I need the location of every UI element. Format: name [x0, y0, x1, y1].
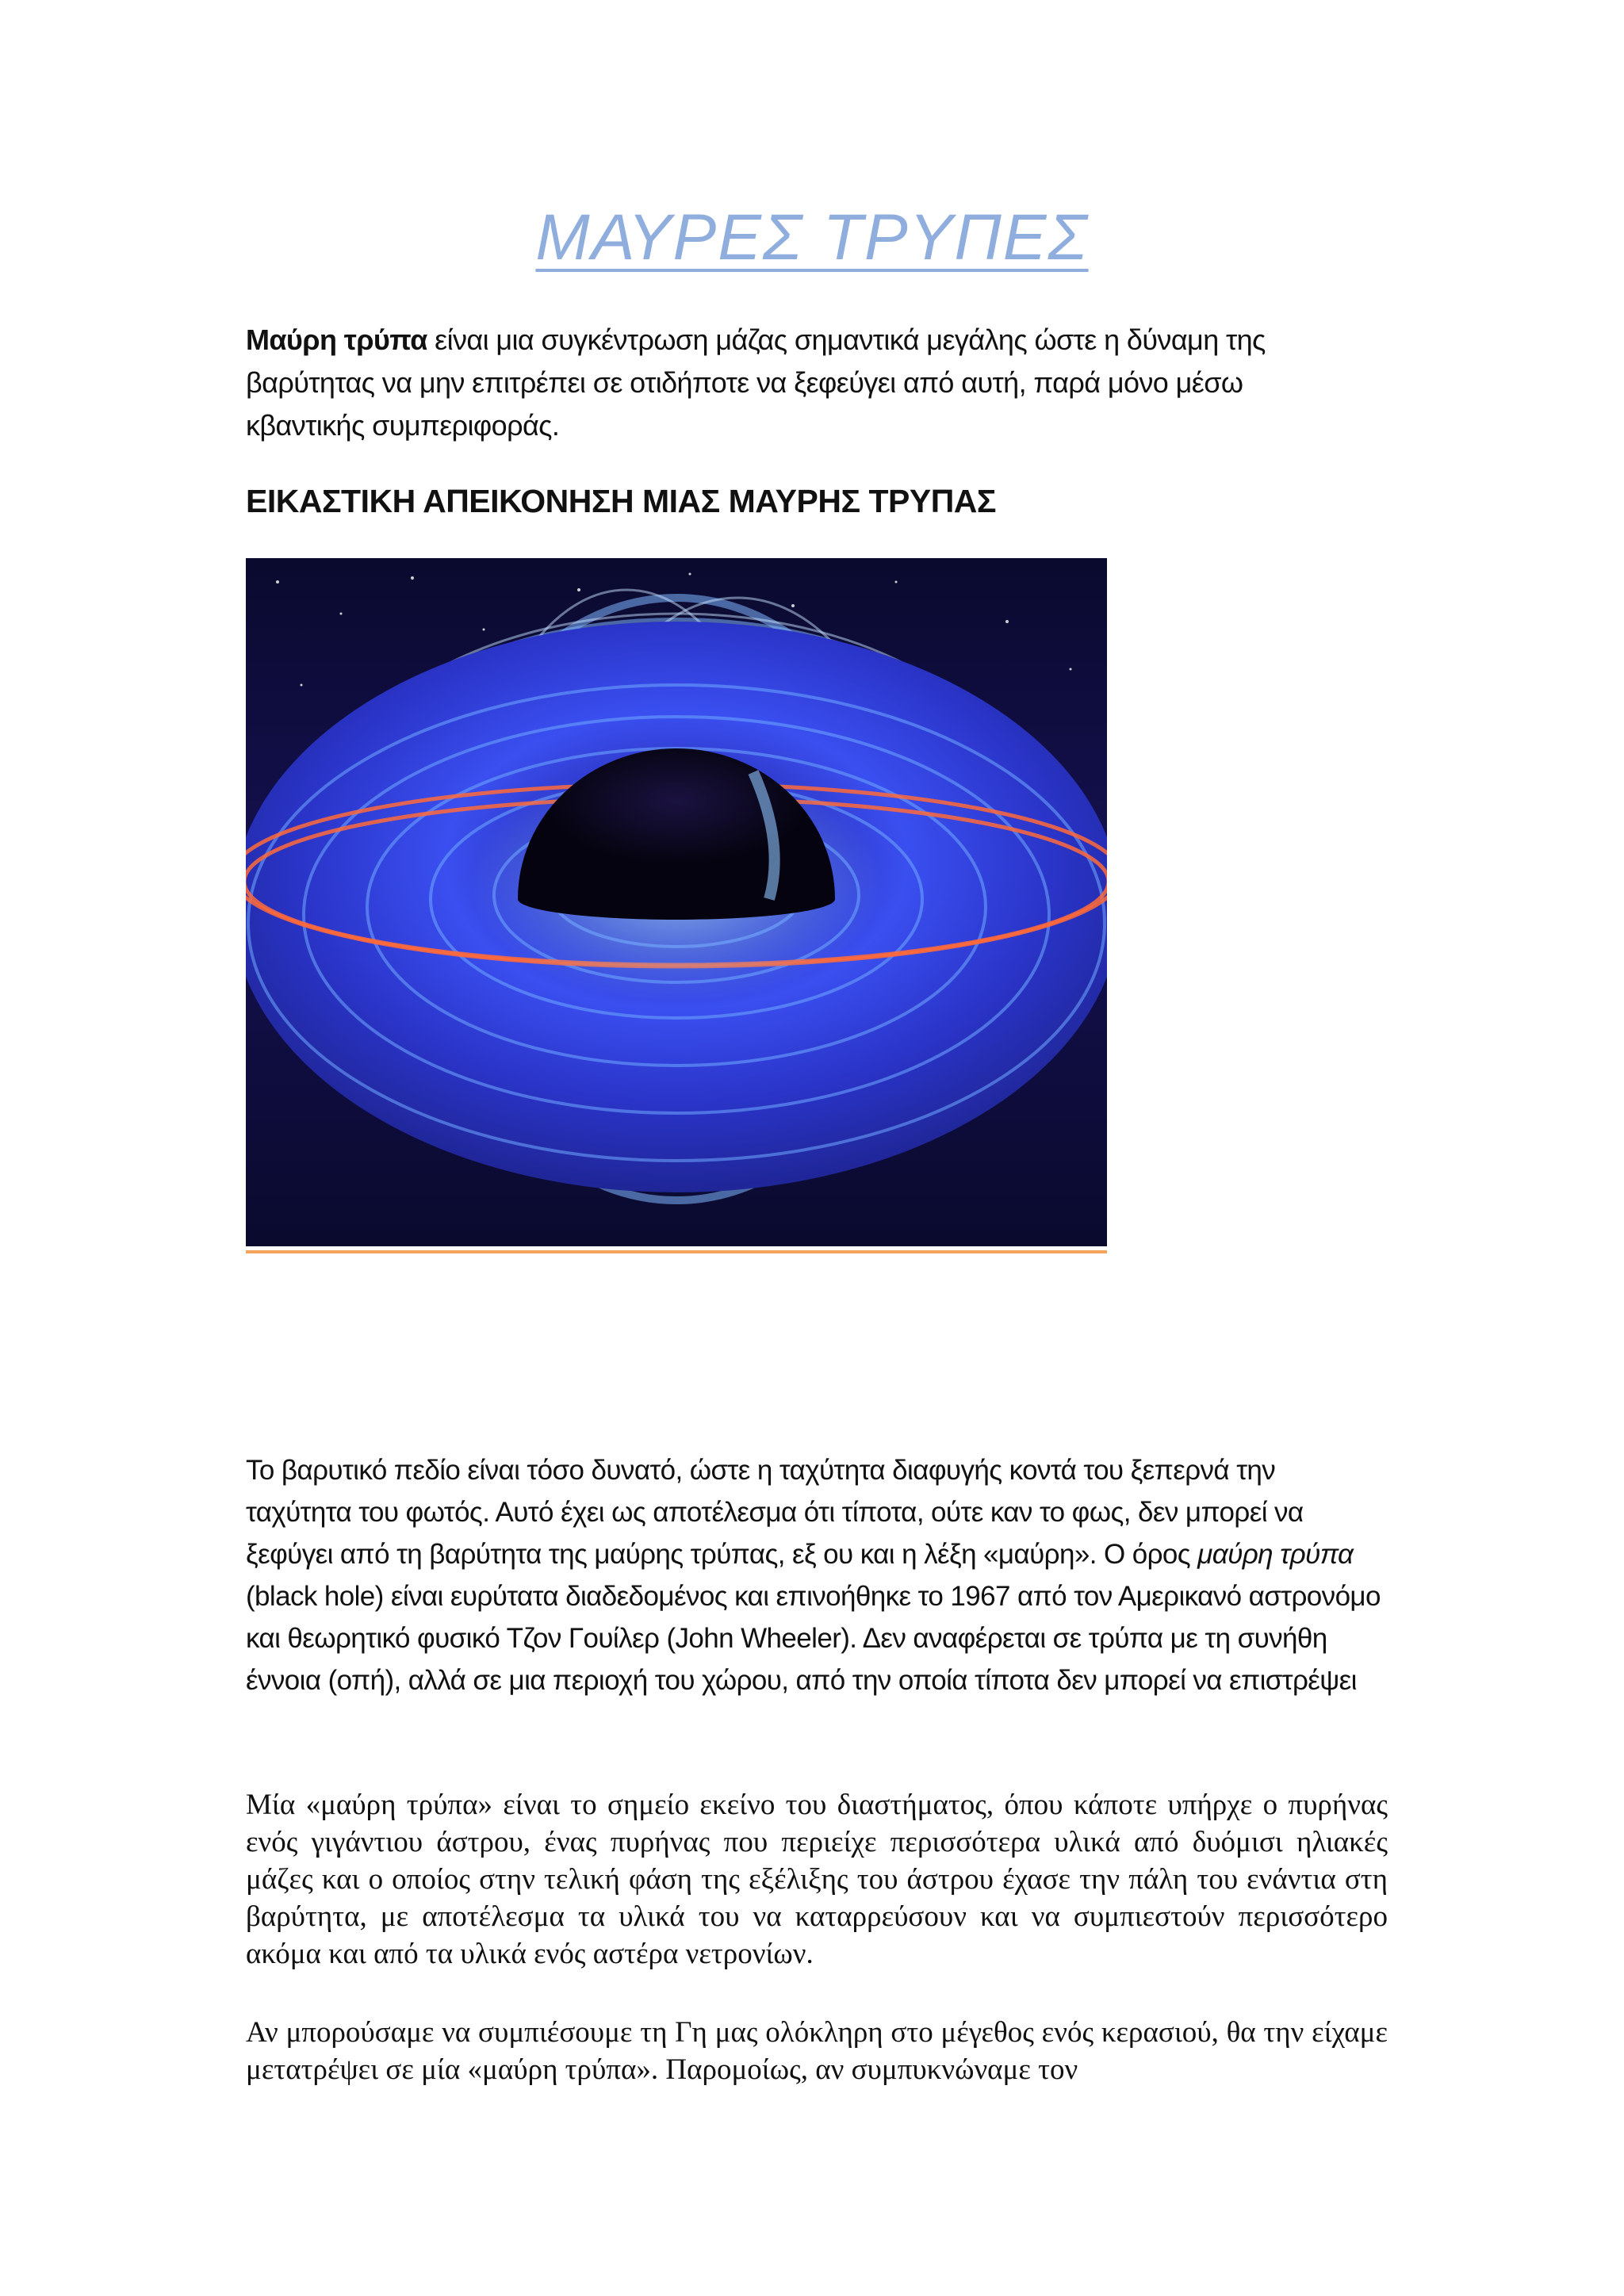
intro-term: Μαύρη τρύπα — [246, 323, 427, 356]
page-title: ΜΑΥΡΕΣ ΤΡΥΠΕΣ — [535, 201, 1089, 274]
black-hole-illustration-icon — [246, 558, 1107, 1246]
figure-divider — [246, 1250, 1107, 1253]
body-text-part2: (black hole) είναι ευρύτατα διαδεδομένος και επινοήθηκε το 1967 από τον Αμερικανό αστρονόμο και θεωρητικό φυσικό Τζον Γουίλερ (John Wheeler). Δεν αναφέρεται σε τρύπα με τη συνήθη έννοια (οπή), αλλά σε μια περιοχή του χώρου, από την οποία τίποτα δεν μπορεί να επιστρέψει — [246, 1581, 1381, 1696]
body-text-part1: Το βαρυτικό πεδίο είναι τόσο δυνατό, ώστε η ταχύτητα διαφυγής κοντά του ξεπερνά την ταχύτητα του φωτός. Αυτό έχει ως αποτέλεσμα ότι τίποτα, ούτε καν το φως, δεν μπορεί να ξεφύγει από τη βαρύτητα της μαύρης τρύπας, εξ ου και η λέξη «μαύρη». Ο όρος — [246, 1455, 1304, 1570]
intro-paragraph — [246, 319, 1356, 447]
body-term: μαύρη τρύπα — [1197, 1539, 1354, 1570]
serif-paragraph-1: Μία «μαύρη τρύπα» είναι το σημείο εκείνο του διαστήματος, όπου κάποτε υπήρχε ο πυρήνας ενός γιγάντιου άστρου, ένας πυρήνας που περιείχε περισσότερα υλικά από δυόμισι ηλιακές μάζες και ο οποίος στην τελική φάση της εξέλιξης του άστρου έχασε την πάλη του ενάντια στη βαρύτητα, με αποτέλεσμα τα υλικά του να καταρρεύσουν και να συμπιεστούν περισσότερο ακόμα και από τα υλικά ενός αστέρα νετρονίων. — [246, 1789, 1388, 1970]
serif-paragraph-2: Αν μπορούσαμε να συμπιέσουμε τη Γη μας ολόκληρη στο μέγεθος ενός κερασιού, θα την είχαμε μετατρέψει σε μία «μαύρη τρύπα». Παρομοίως, αν συμπυκνώναμε τον — [246, 2016, 1388, 2086]
body-paragraph — [246, 1449, 1388, 1701]
intro-text: είναι μια συγκέντρωση μάζας σημαντικά μεγάλης ώστε η δύναμη της βαρύτητας να μην επιτρέπει σε οτιδήποτε να ξεφεύγει από αυτή, παρά μόνο μέσω κβαντικής συμπεριφοράς. — [246, 323, 1266, 442]
section-heading: ΕΙΚΑΣΤΙΚΗ ΑΠΕΙΚΟΝΗΣΗ ΜΙΑΣ ΜΑΥΡΗΣ ΤΡΥΠΑΣ — [246, 483, 997, 519]
